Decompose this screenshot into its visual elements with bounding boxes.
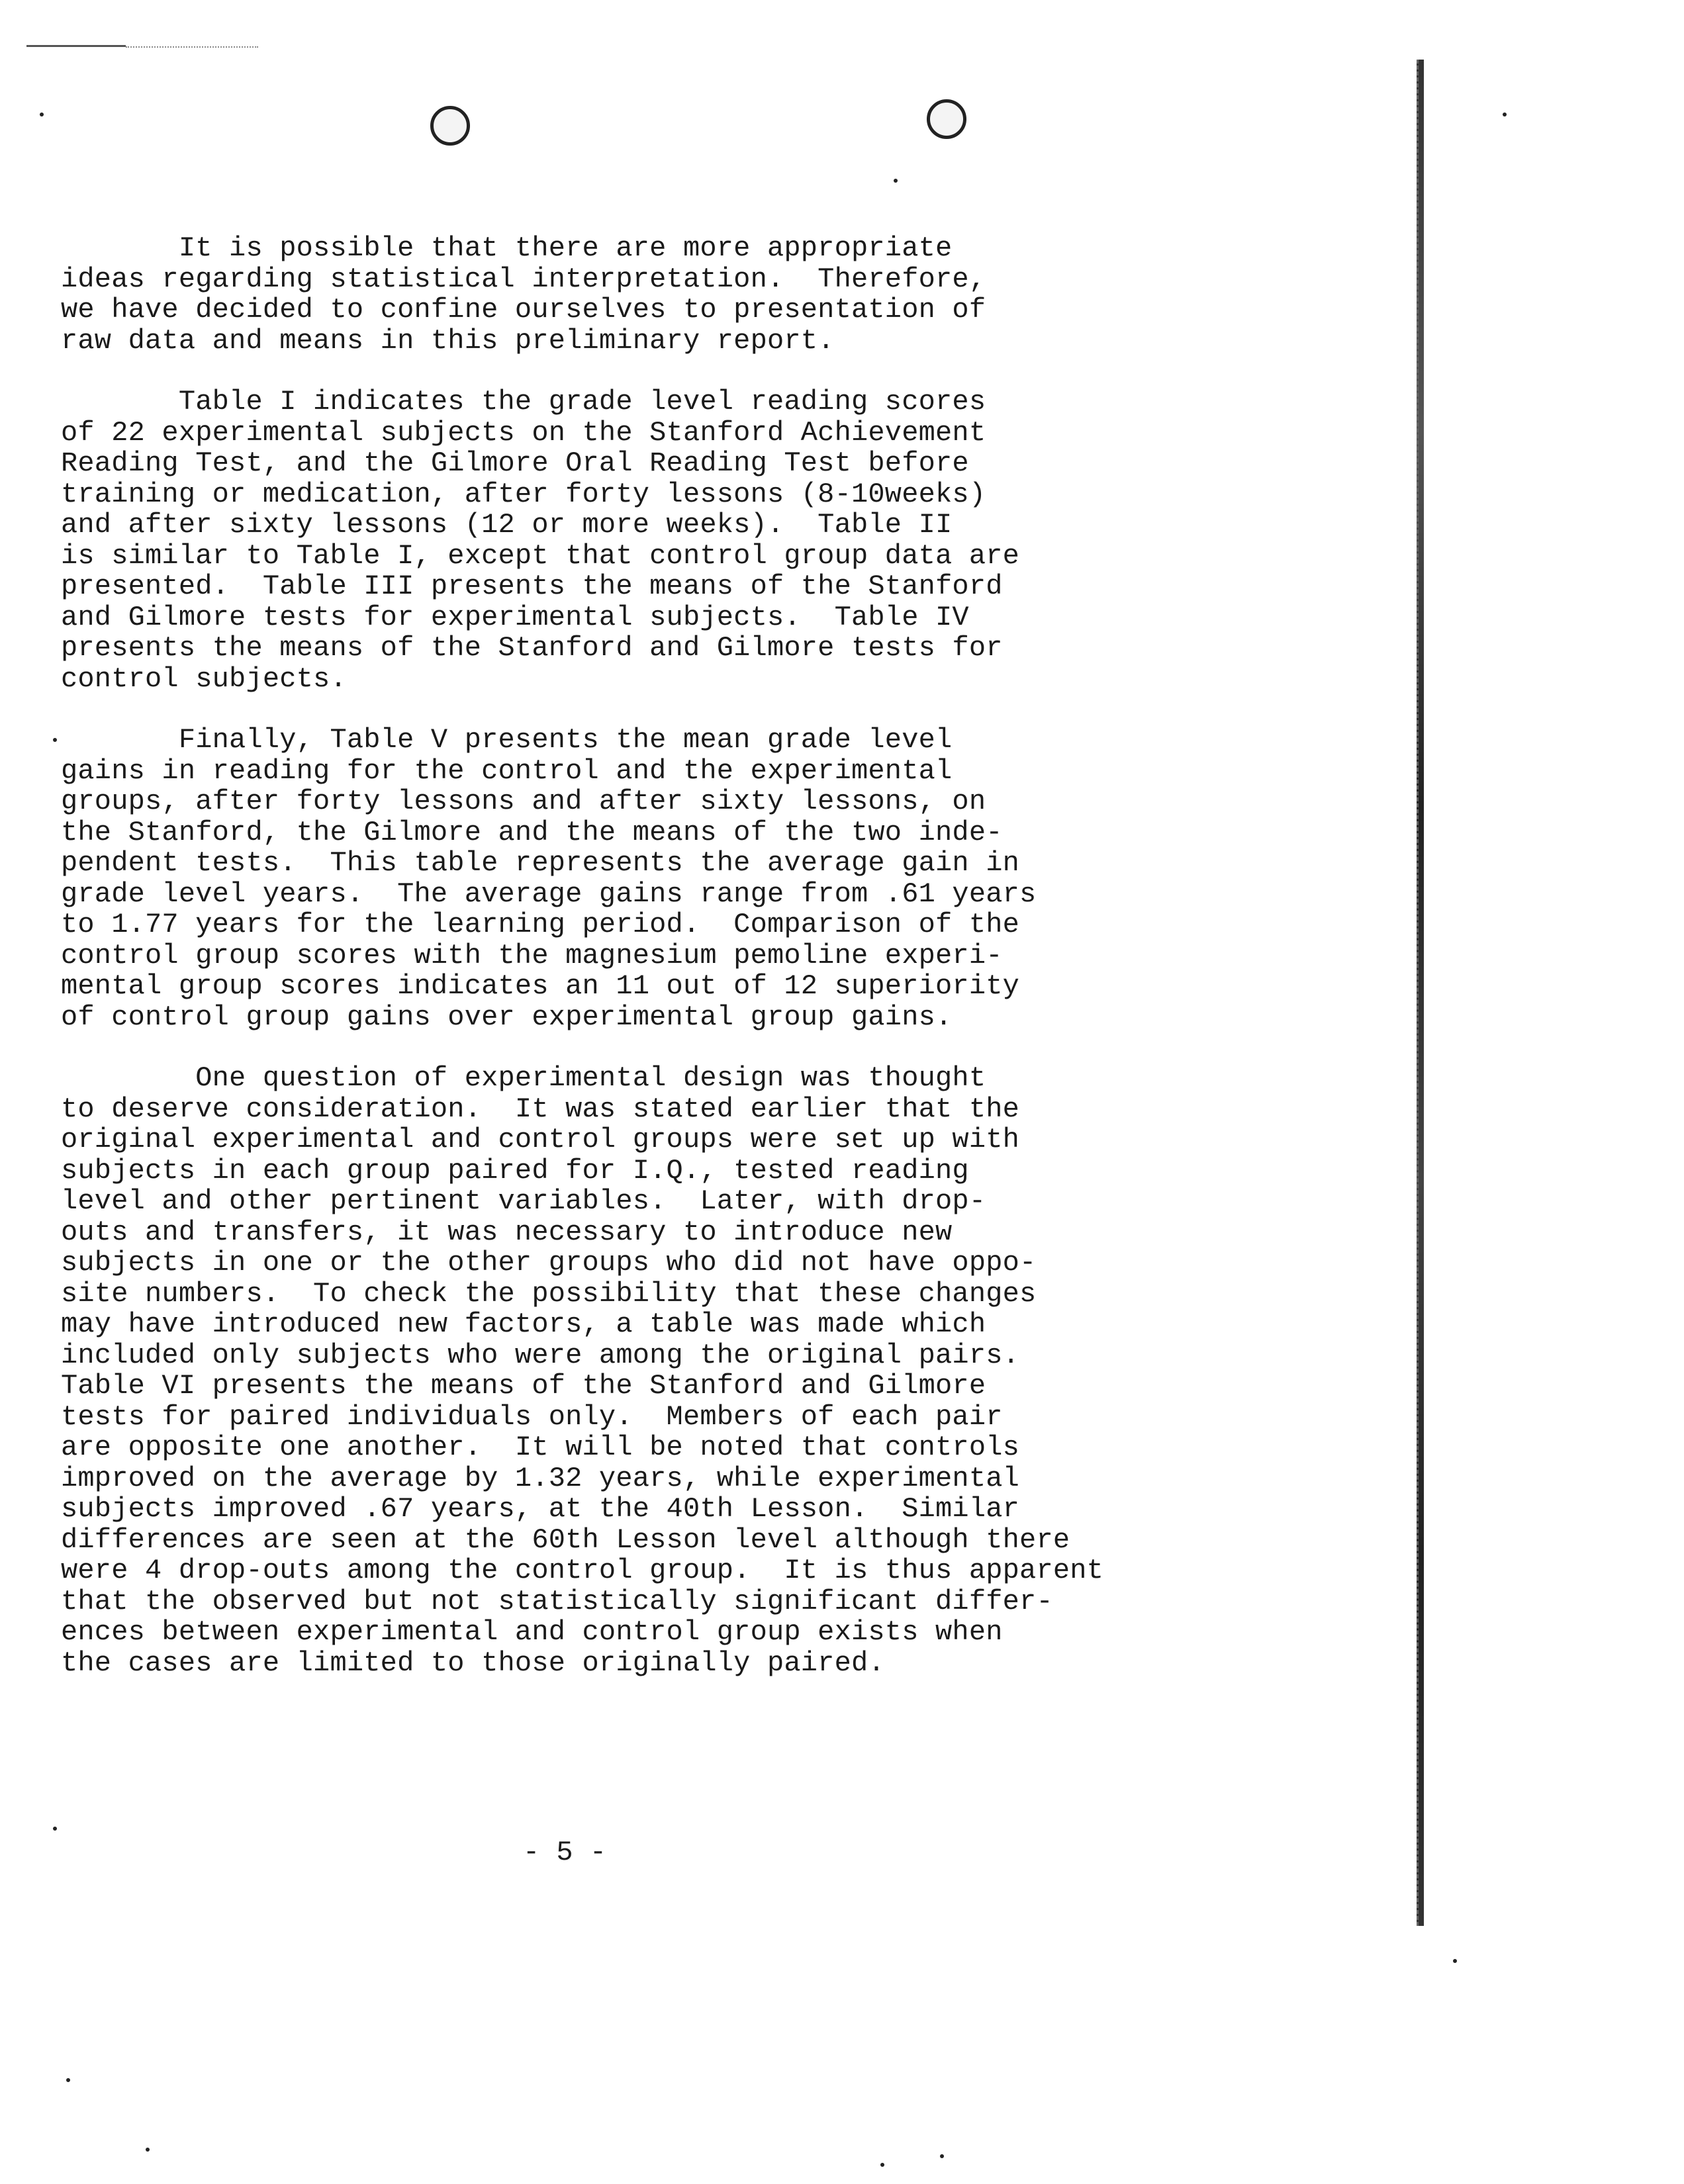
scan-speck <box>40 113 44 116</box>
text-line: included only subjects who were among the original pairs. <box>61 1339 1020 1371</box>
text-line: and Gilmore tests for experimental subjects. Table IV <box>61 601 969 633</box>
text-line: subjects in one or the other groups who did not have oppo- <box>61 1247 1037 1279</box>
text-line: ideas regarding statistical interpretation. Therefore, <box>61 263 986 295</box>
text-line: Table I indicates the grade level reading scores <box>61 386 986 418</box>
scan-speck <box>1503 113 1507 116</box>
text-line: control group scores with the magnesium pemoline experi- <box>61 939 1003 972</box>
text-line: raw data and means in this preliminary report. <box>61 324 835 357</box>
text-line: gains in reading for the control and the experimental <box>61 754 953 787</box>
text-line: ences between experimental and control group exists when <box>61 1616 1003 1648</box>
text-line: original experimental and control groups were set up with <box>61 1124 1020 1156</box>
scan-artifact-line <box>26 45 126 47</box>
scan-speck <box>146 2148 150 2152</box>
text-line: groups, after forty lessons and after sixty lessons, on <box>61 786 986 817</box>
text-line: that the observed but not statistically significant differ- <box>61 1585 1053 1617</box>
text-line: training or medication, after forty lessons (8-10weeks) <box>61 478 986 510</box>
text-line: and after sixty lessons (12 or more weeks). Table II <box>61 509 953 541</box>
text-line: the Stanford, the Gilmore and the means of the two inde- <box>61 816 1003 848</box>
text-line: control subjects. <box>61 662 347 695</box>
punch-hole-icon <box>927 99 966 139</box>
scan-speck <box>1453 1959 1457 1963</box>
binding-edge <box>1417 60 1424 1926</box>
text-line: are opposite one another. It will be noted that controls <box>61 1432 1020 1463</box>
text-line: presents the means of the Stanford and Gilmore tests for <box>61 632 1003 664</box>
text-line: Reading Test, and the Gilmore Oral Reading Test before <box>61 447 969 479</box>
text-line: grade level years. The average gains range from .61 years <box>61 878 1037 910</box>
scan-speck <box>940 2154 944 2158</box>
text-line: the cases are limited to those originally paired. <box>61 1647 885 1679</box>
paragraph-4 <box>61 1063 1226 1678</box>
text-line: tests for paired individuals only. Members of each pair <box>61 1400 1003 1433</box>
scan-speck <box>53 1827 57 1831</box>
paragraph-3 <box>61 725 1226 1032</box>
text-line: is similar to Table I, except that control group data are <box>61 539 1020 572</box>
text-line: mental group scores indicates an 11 out of 12 superiority <box>61 970 1020 1002</box>
text-line: site numbers. To check the possibility that these changes <box>61 1277 1037 1310</box>
scan-artifact-dots <box>126 46 258 49</box>
text-line: to deserve consideration. It was stated earlier that the <box>61 1093 1020 1125</box>
text-line: Table VI presents the means of the Stanford and Gilmore <box>61 1370 986 1402</box>
punch-hole-icon <box>430 106 470 146</box>
text-line: subjects in each group paired for I.Q., tested reading <box>61 1154 969 1187</box>
text-line: were 4 drop-outs among the control group. It is thus apparent <box>61 1555 1104 1586</box>
text-line: level and other pertinent variables. Later, with drop- <box>61 1185 986 1217</box>
scan-speck <box>880 2163 884 2167</box>
text-line: differences are seen at the 60th Lesson level although there <box>61 1524 1070 1556</box>
scan-speck <box>66 2078 70 2082</box>
text-line: to 1.77 years for the learning period. Comparison of the <box>61 909 1020 940</box>
page-number: - 5 - <box>523 1837 607 1868</box>
text-line: we have decided to confine ourselves to presentation of <box>61 294 986 326</box>
text-line: Finally, Table V presents the mean grade level <box>61 724 953 756</box>
text-line: of 22 experimental subjects on the Stanford Achievement <box>61 416 986 449</box>
text-line: may have introduced new factors, a table was made which <box>61 1308 986 1340</box>
text-line: outs and transfers, it was necessary to introduce new <box>61 1216 953 1248</box>
text-line: subjects improved .67 years, at the 40th Lesson. Similar <box>61 1493 1020 1525</box>
scan-speck <box>894 179 898 183</box>
paragraph-2 <box>61 387 1226 694</box>
text-line: presented. Table III presents the means of the Stanford <box>61 570 1003 602</box>
text-line: pendent tests. This table represents the average gain in <box>61 847 1020 879</box>
text-line: One question of experimental design was thought <box>61 1062 986 1094</box>
body-text <box>61 233 1226 1678</box>
text-line: improved on the average by 1.32 years, while experimental <box>61 1462 1020 1494</box>
text-line: It is possible that there are more appropriate <box>61 232 953 264</box>
text-line: of control group gains over experimental group gains. <box>61 1001 953 1033</box>
paragraph-1 <box>61 233 1226 356</box>
scan-speck <box>53 738 57 742</box>
